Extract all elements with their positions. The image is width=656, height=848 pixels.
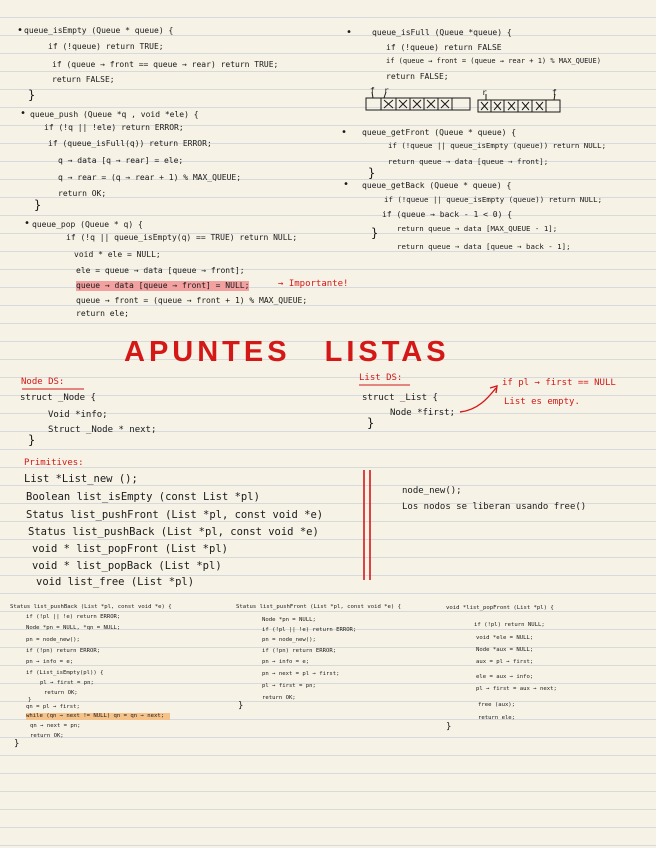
empty-list-note: List es empty.: [504, 397, 580, 407]
code-line: }: [28, 433, 36, 447]
code-line: void * list_popBack (List *pl): [32, 560, 222, 572]
code-line: pn → info = e;: [26, 659, 74, 665]
code-line: Node *pn = NULL;: [262, 617, 316, 623]
code-line: qn = pl → first;: [26, 704, 80, 710]
code-line: }: [238, 701, 244, 711]
list-ds-label: List DS:: [359, 373, 403, 383]
empty-list-note: if pl → first == NULL: [502, 378, 616, 388]
code-line: }: [446, 722, 452, 732]
code-line: pn = node_new();: [262, 637, 316, 643]
code-line: pl → first = aux → next;: [476, 686, 557, 692]
code-line: Struct _Node * next;: [48, 425, 157, 435]
code-line: Node *aux = NULL;: [476, 647, 534, 653]
code-line: pn = node_new();: [26, 637, 80, 643]
code-line: if (!pl || !e) return ERROR;: [262, 627, 357, 633]
code-line: return FALSE;: [386, 72, 449, 81]
code-line: return ele;: [76, 309, 129, 318]
code-line: q → rear = (q → rear + 1) % MAX_QUEUE;: [58, 173, 242, 182]
code-line: struct _Node {: [20, 393, 96, 403]
diagram-pointer-label: r: [384, 86, 389, 95]
code-line: Boolean list_isEmpty (const List *pl): [26, 491, 260, 503]
code-line: }: [14, 739, 20, 749]
code-line: if (queue_isFull(q)) return ERROR;: [48, 139, 212, 148]
code-line: if (queue → back - 1 < 0) {: [382, 210, 513, 219]
code-line: node_new();: [402, 486, 462, 496]
code-line: queue_isFull (Queue *queue) {: [372, 28, 512, 37]
code-line: return OK;: [262, 695, 296, 701]
bullet: •: [20, 108, 27, 119]
code-line: void * list_popFront (List *pl): [32, 543, 228, 555]
highlighted-code-line: while (qn → next != NULL) qn = qn → next;: [26, 713, 170, 720]
code-line: qn → next = pn;: [30, 723, 81, 729]
diagram-pointer-label: f: [370, 86, 375, 95]
highlighted-code-line: queue → data [queue → front] = NULL;: [76, 281, 250, 290]
queue-array-diagram: [478, 94, 560, 112]
code-line: Status list_pushFront (List *pl, const void *e) {: [236, 604, 402, 610]
code-line: if (!pl) return NULL;: [474, 622, 545, 628]
code-line: queue_isEmpty (Queue * queue) {: [24, 26, 174, 35]
code-line: pl → first = pn;: [40, 680, 94, 686]
code-line: }: [367, 416, 375, 430]
code-line: if (List_isEmpty(pl)) {: [26, 670, 104, 676]
code-line: ele = queue → data [queue → front];: [76, 266, 245, 275]
red-arrow-head: [490, 386, 497, 393]
code-line: if (!queue) return TRUE;: [48, 42, 164, 51]
code-line: pl → first = pn;: [262, 683, 316, 689]
code-line: if (queue → front = (queue → rear + 1) % MAX_QUEUE): [386, 57, 601, 65]
code-line: Void *info;: [48, 410, 108, 420]
code-line: }: [34, 198, 42, 212]
code-line: void *ele = NULL;: [476, 635, 534, 641]
bullet: •: [17, 25, 24, 36]
code-line: queue_push (Queue *q , void *ele) {: [30, 110, 199, 119]
code-line: }: [28, 697, 32, 703]
code-line: if (!pn) return ERROR;: [262, 648, 337, 654]
page-title: APUNTES LISTAS: [124, 336, 450, 368]
code-line: Node *pn = NULL, *qn = NULL;: [26, 625, 121, 631]
code-line: Node *first;: [390, 408, 456, 418]
code-line: queue_getBack (Queue * queue) {: [362, 181, 512, 190]
code-line: Status list_pushFront (List *pl, const void *e): [26, 509, 324, 521]
code-line: }: [28, 88, 36, 102]
node-ds-label: Node DS:: [21, 377, 65, 387]
code-line: if (!queue || queue_isEmpty (queue)) return NULL;: [384, 195, 603, 204]
code-line: queue_pop (Queue * q) {: [32, 220, 143, 229]
code-line: Status list_pushBack (List *pl, const void *e) {: [10, 604, 172, 610]
code-line: void list_free (List *pl): [36, 576, 195, 588]
code-line: Los nodos se liberan usando free(): [402, 502, 587, 512]
code-line: if (queue → front == queue → rear) return TRUE;: [52, 60, 279, 69]
code-line: free (aux);: [478, 702, 516, 708]
code-line: return OK;: [44, 690, 78, 696]
code-line: return OK;: [58, 189, 107, 198]
code-line: return queue → data [queue → back - 1];: [397, 242, 571, 251]
bullet: •: [343, 179, 350, 190]
queue-array-diagram: [366, 92, 470, 110]
code-line: return ele;: [478, 715, 516, 721]
code-line: Status list_pushBack (List *pl, const void *e): [28, 526, 319, 538]
code-line: pn → info = e;: [262, 659, 310, 665]
code-line: q → data [q → rear] = ele;: [58, 156, 184, 165]
code-line: void * ele = NULL;: [74, 250, 161, 259]
diagram-pointer-label: f: [552, 88, 557, 97]
diagram-pointer-label: r: [482, 88, 487, 97]
code-line: return FALSE;: [52, 75, 115, 84]
code-line: queue_getFront (Queue * queue) {: [362, 128, 517, 137]
code-line: if (!pl || !e) return ERROR;: [26, 614, 121, 620]
code-line: if (!queue) return FALSE: [386, 43, 502, 52]
code-line: return OK;: [30, 733, 64, 739]
code-line: ele = aux → info;: [476, 674, 534, 680]
code-line: if (!pn) return ERROR;: [26, 648, 101, 654]
code-line: struct _List {: [362, 393, 438, 403]
bullet: •: [341, 127, 348, 138]
bullet: •: [346, 27, 353, 38]
code-line: return queue → data [MAX_QUEUE - 1];: [397, 224, 558, 233]
code-line: if (!q || !ele) return ERROR;: [44, 123, 184, 132]
importante-note: → Importante!: [278, 279, 349, 289]
code-line: return queue → data [queue → front];: [388, 157, 549, 166]
code-line: }: [368, 166, 376, 180]
code-line: if (!queue || queue_isEmpty (queue)) return NULL;: [388, 141, 607, 150]
code-line: void *list_popFront (List *pl) {: [446, 605, 554, 611]
code-line: List *List_new ();: [24, 473, 138, 485]
primitives-label: Primitives:: [24, 458, 84, 468]
code-line: pn → next = pl → first;: [262, 671, 340, 677]
code-line: }: [371, 226, 379, 240]
bullet: •: [24, 218, 31, 229]
code-line: if (!q || queue_isEmpty(q) == TRUE) return NULL;: [66, 233, 298, 242]
code-line: queue → front = (queue → front + 1) % MAX_QUEUE;: [76, 296, 308, 305]
code-line: aux = pl → first;: [476, 659, 534, 665]
red-arrow: [460, 388, 496, 412]
